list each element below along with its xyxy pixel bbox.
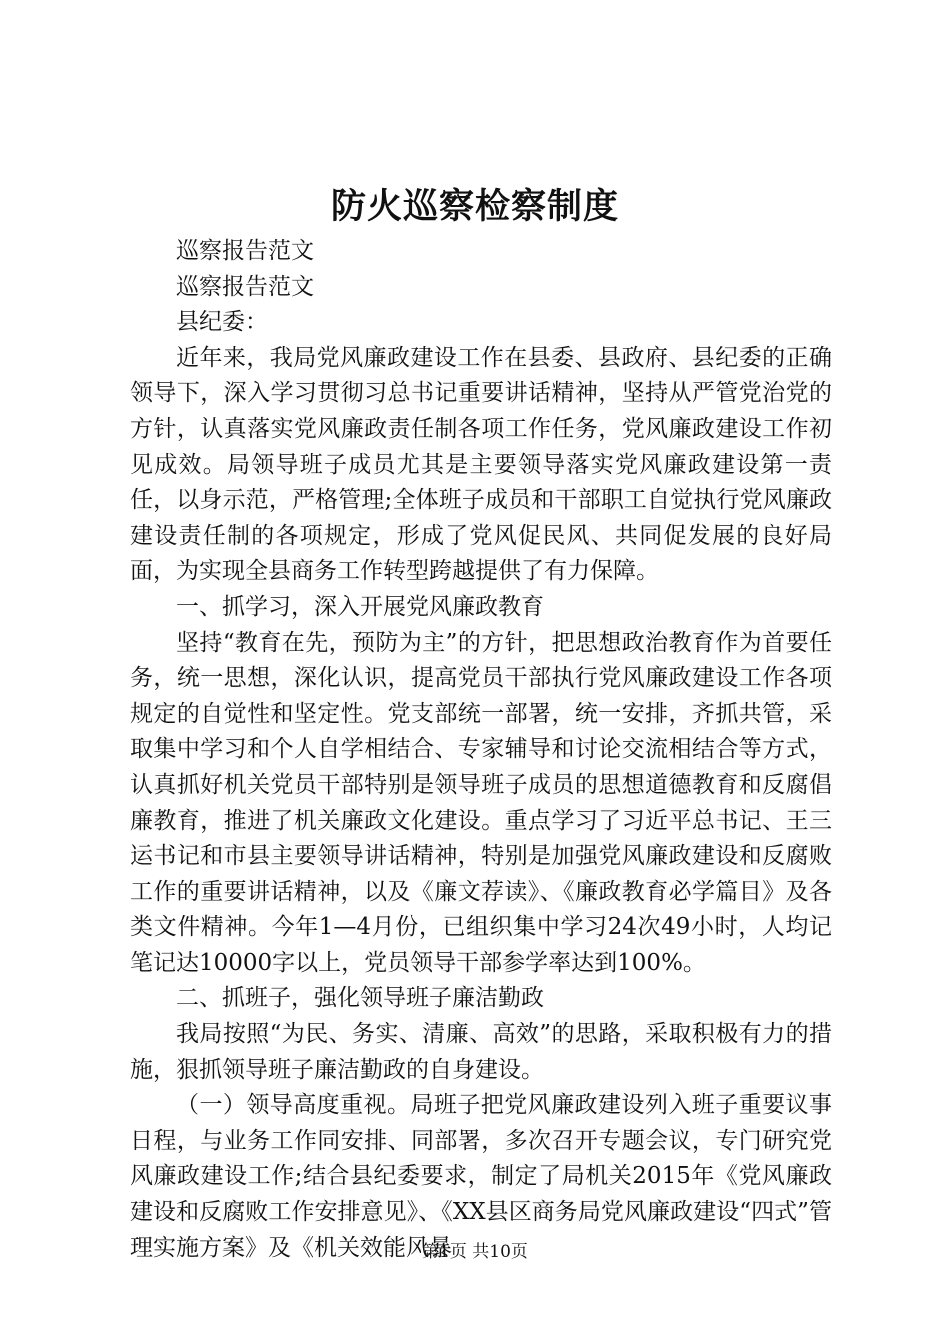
document-body (130, 234, 832, 1266)
document-title: 防火巡察检察制度 (330, 186, 619, 227)
paragraph: 县纪委： (176, 309, 268, 336)
page-footer: 第1页 共10页 (422, 1242, 528, 1262)
section-heading: 一、抓学习，深入开展党风廉政教育 (176, 593, 544, 620)
paragraph: 巡察报告范文 (176, 273, 314, 300)
paragraph: 我局按照“为民、务实、清廉、高效”的思路，采取积极有力的措施，狠抓领导班子廉洁勤政的自身建设。 (130, 1021, 832, 1083)
paragraph: 巡察报告范文 (176, 238, 314, 264)
paragraph: 近年来，我局党风廉政建设工作在县委、县政府、县纪委的正确领导下，深入学习贯彻习总书记重要讲话精神，坚持从严管党治党的方针，认真落实党风廉政责任制各项工作任务，党风廉政建设工作初见成效。局领导班子成员尤其是主要领导落实党风廉政建设第一责任，以身示范，严格管理;全体班子成员和干部职工自觉执行党风廉政建设责任制的各项规定，形成了党风促民风、共同促发展的良好局面，为实现全县商务工作转型跨越提供了有力保障。 (130, 344, 832, 585)
paragraph: 坚持“教育在先，预防为主”的方针，把思想政治教育作为首要任务，统一思想，深化认识，提高党员干部执行党风廉政建设工作各项规定的自觉性和坚定性。党支部统一部署，统一安排，齐抓共管，采取集中学习和个人自学相结合、专家辅导和讨论交流相结合等方式，认真抓好机关党员干部特别是领导班子成员的思想道德教育和反腐倡廉教育，推进了机关廉政文化建设。重点学习了习近平总书记、王三运书记和市县主要领导讲话精神，特别是加强党风廉政建设和反腐败工作的重要讲话精神，以及《廉文荐读》、《廉政教育必学篇目》及各类文件精神。今年1—4月份，已组织集中学习24次49小时，人均记笔记达10000字以上，党员领导干部参学率达到100%。 (130, 629, 832, 976)
section-heading: 二、抓班子，强化领导班子廉洁勤政 (176, 985, 544, 1012)
paragraph: （一）领导高度重视。局班子把党风廉政建设列入班子重要议事日程，与业务工作同安排、同部署，多次召开专题会议，专门研究党风廉政建设工作;结合县纪委要求，制定了局机关2015年《党风廉政建设和反腐败工作安排意见》、《XX县区商务局党风廉政建设“四式”管理实施方案》及《机关效能风暴 (130, 1092, 832, 1261)
